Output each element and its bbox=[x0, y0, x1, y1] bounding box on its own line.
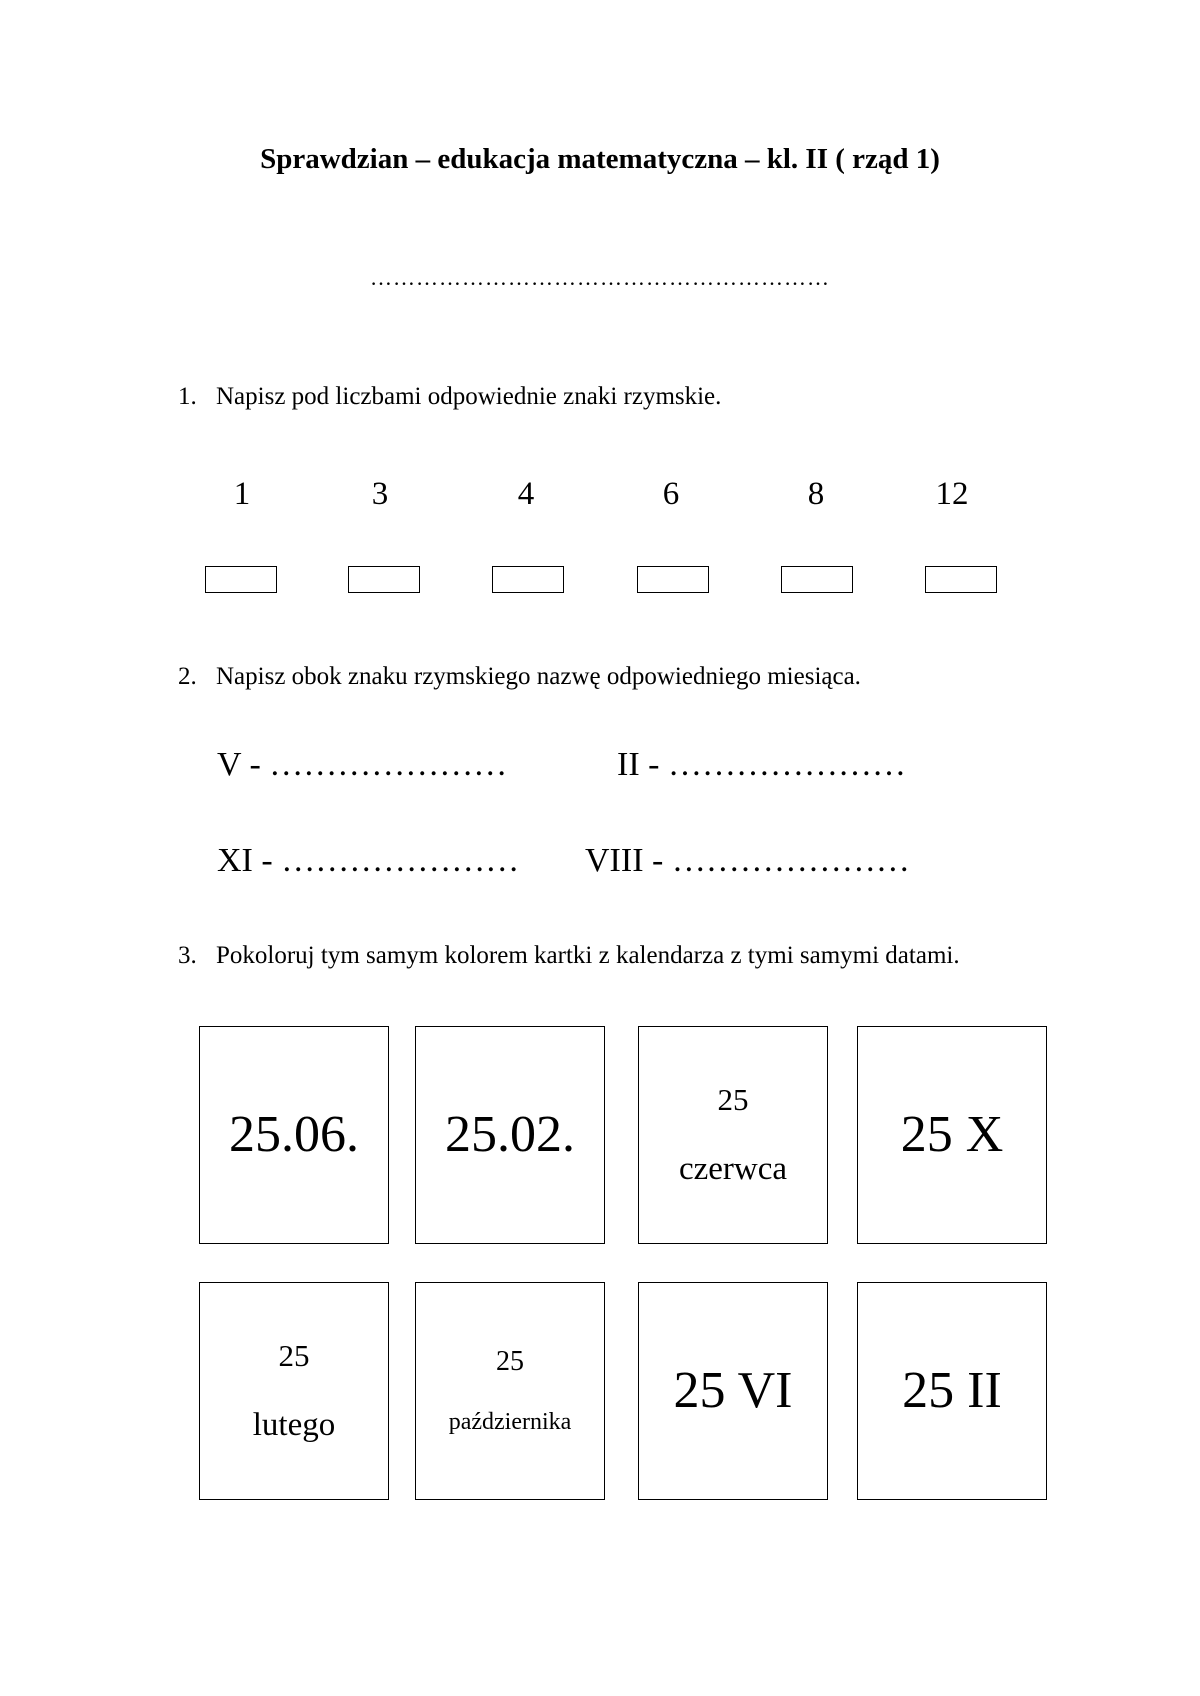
calendar-card[interactable] bbox=[638, 1026, 828, 1244]
card-day: 25 bbox=[717, 1082, 749, 1117]
calendar-card[interactable] bbox=[415, 1026, 605, 1244]
month-answer-line[interactable]: XI - ………………… bbox=[217, 842, 520, 879]
task-2-text: Napisz obok znaku rzymskiego nazwę odpowiedniego miesiąca. bbox=[216, 663, 861, 690]
task-3-instruction bbox=[178, 942, 960, 970]
card-month: października bbox=[448, 1409, 572, 1435]
month-answer-line[interactable]: V - ………………… bbox=[217, 746, 508, 783]
month-answer-line[interactable]: II - ………………… bbox=[617, 746, 906, 783]
month-answer-line[interactable]: VIII - ………………… bbox=[585, 842, 910, 879]
roman-answer-box[interactable] bbox=[205, 566, 277, 593]
task-3-number: 3. bbox=[178, 942, 197, 969]
page-title: Sprawdzian – edukacja matematyczna – kl. II ( rząd 1) bbox=[260, 143, 940, 175]
roman-answer-box[interactable] bbox=[492, 566, 564, 593]
calendar-card[interactable] bbox=[199, 1282, 389, 1500]
card-month: czerwca bbox=[678, 1151, 788, 1187]
task-2-instruction bbox=[178, 663, 861, 691]
card-month: lutego bbox=[252, 1407, 336, 1443]
task-1-number: 1. bbox=[178, 383, 197, 410]
calendar-card[interactable] bbox=[857, 1026, 1047, 1244]
card-date: 25 VI bbox=[673, 1362, 793, 1419]
calendar-card[interactable] bbox=[857, 1282, 1047, 1500]
task-2-number: 2. bbox=[178, 663, 197, 690]
card-day: 25 bbox=[278, 1338, 310, 1373]
task-1-number-item: 12 bbox=[935, 476, 969, 512]
roman-answer-box[interactable] bbox=[925, 566, 997, 593]
card-day: 25 bbox=[496, 1346, 524, 1377]
roman-answer-box[interactable] bbox=[348, 566, 420, 593]
task-1-number-item: 1 bbox=[233, 476, 251, 512]
task-3-text: Pokoloruj tym samym kolorem kartki z kalendarza z tymi samymi datami. bbox=[216, 942, 960, 969]
card-date: 25.06. bbox=[229, 1106, 359, 1163]
roman-answer-box[interactable] bbox=[781, 566, 853, 593]
task-1-number-item: 4 bbox=[517, 476, 535, 512]
task-1-text: Napisz pod liczbami odpowiednie znaki rzymskie. bbox=[216, 383, 722, 410]
name-field-line[interactable]: …………………………………………………… bbox=[370, 265, 830, 290]
task-1-instruction bbox=[178, 383, 721, 411]
task-1-number-item: 3 bbox=[371, 476, 389, 512]
calendar-card[interactable] bbox=[638, 1282, 828, 1500]
card-date: 25 X bbox=[900, 1106, 1004, 1163]
task-1-number-item: 8 bbox=[807, 476, 825, 512]
calendar-card[interactable] bbox=[415, 1282, 605, 1500]
calendar-card[interactable] bbox=[199, 1026, 389, 1244]
roman-answer-box[interactable] bbox=[637, 566, 709, 593]
card-date: 25 II bbox=[902, 1362, 1002, 1419]
card-date: 25.02. bbox=[445, 1106, 575, 1163]
task-1-number-item: 6 bbox=[662, 476, 680, 512]
